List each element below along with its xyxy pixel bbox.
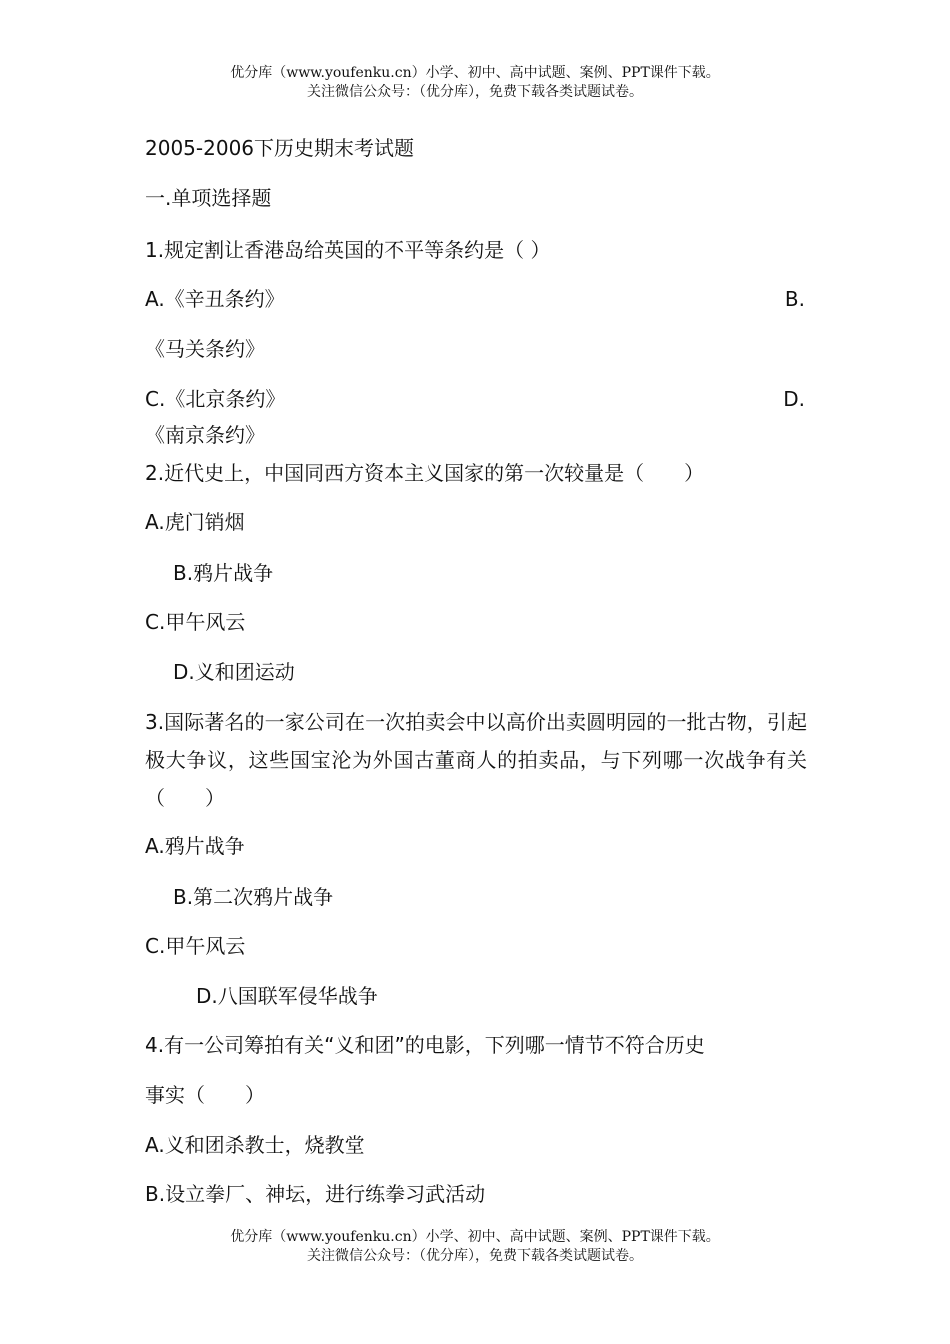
page-footer (0, 1228, 950, 1266)
question-3-option-a: A.鸦片战争 (145, 834, 245, 858)
question-1-option-b-letter: B. (784, 287, 805, 311)
question-3-option-b: B.第二次鸦片战争 (173, 885, 334, 909)
question-2-option-d: D.义和团运动 (173, 660, 295, 684)
question-1-option-d-text: 《南京条约》 (145, 423, 265, 447)
question-4-stem-line-2: 事实（ ） (145, 1083, 265, 1107)
section-heading: 一.单项选择题 (145, 186, 272, 210)
question-2-stem: 2.近代史上，中国同西方资本主义国家的第一次较量是（ ） (145, 461, 705, 485)
page-header (0, 64, 950, 102)
question-3-option-c: C.甲午风云 (145, 934, 246, 958)
question-2-option-c: C.甲午风云 (145, 610, 246, 634)
question-3-option-d: D.八国联军侵华战争 (196, 984, 378, 1008)
question-1-option-a: A.《辛丑条约》 (145, 287, 285, 311)
question-4-stem-line-1: 4.有一公司筹拍有关“义和团”的电影，下列哪一情节不符合历史 (145, 1033, 705, 1057)
footer-line-2: 关注微信公众号：（优分库），免费下载各类试题试卷。 (307, 1248, 643, 1264)
question-1-option-b-text: 《马关条约》 (145, 337, 265, 361)
question-2-option-a: A.虎门销烟 (145, 510, 245, 534)
footer-line-1: 优分库（www.youfenku.cn）小学、初中、高中试题、案例、PPT课件下载。 (230, 1229, 720, 1245)
question-1-option-d-letter: D. (783, 387, 805, 411)
header-line-1: 优分库（www.youfenku.cn）小学、初中、高中试题、案例、PPT课件下载。 (230, 65, 720, 81)
question-3-stem: 3.国际著名的一家公司在一次拍卖会中以高价出卖圆明园的一批古物，引起极大争议，这些国宝沦为外国古董商人的拍卖品，与下列哪一次战争有关（ ） (145, 710, 807, 810)
document-title: 2005-2006下历史期末考试题 (145, 136, 415, 160)
question-4-option-b: B.设立拳厂、神坛，进行练拳习武活动 (145, 1182, 486, 1206)
question-1-stem: 1.规定割让香港岛给英国的不平等条约是（ ） (145, 238, 551, 262)
question-4-option-a: A.义和团杀教士，烧教堂 (145, 1133, 365, 1157)
header-line-2: 关注微信公众号：（优分库），免费下载各类试题试卷。 (307, 84, 643, 100)
question-1-option-c: C.《北京条约》 (145, 387, 286, 411)
question-2-option-b: B.鸦片战争 (173, 561, 274, 585)
